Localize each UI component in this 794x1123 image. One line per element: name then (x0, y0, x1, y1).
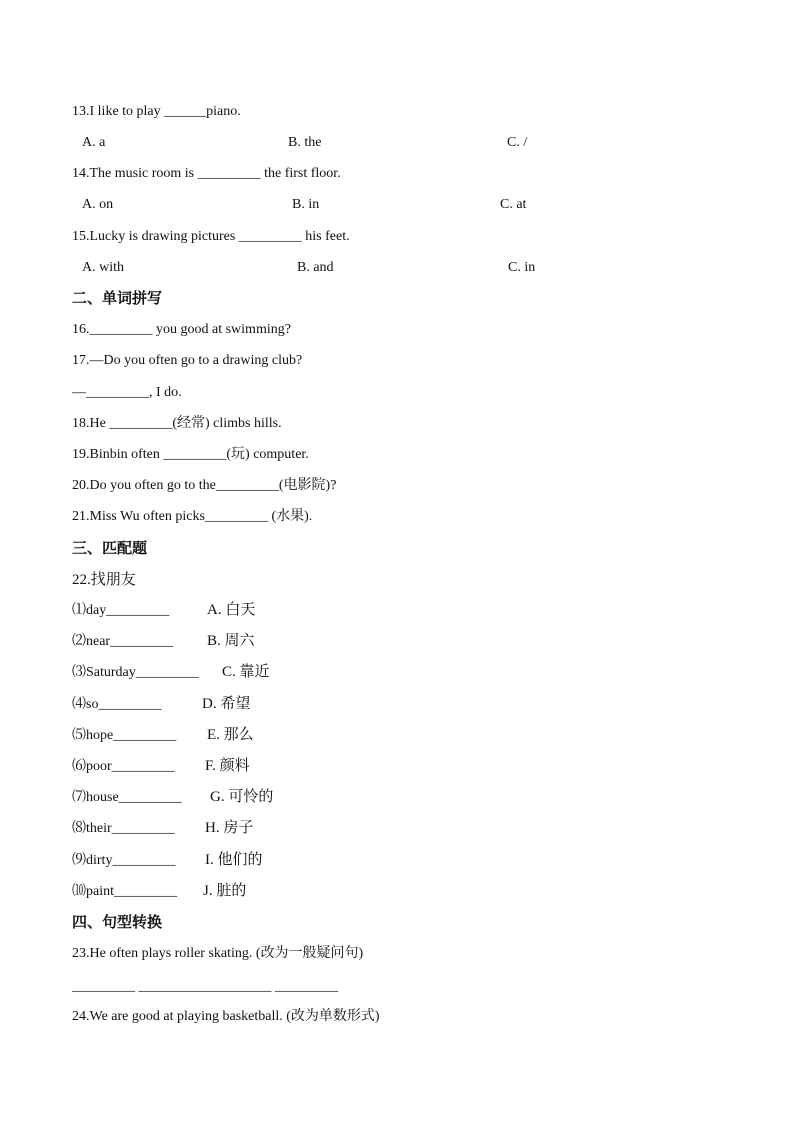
question-20: 20.Do you often go to the_________(电影院)? (72, 478, 337, 493)
section-heading-transform: 四、句型转换 (72, 913, 163, 931)
match-left-item: ⑺house_________ (72, 790, 182, 805)
match-right-item: J. 脏的 (203, 883, 247, 899)
question-15-stem: 15.Lucky is drawing pictures _________ his feet. (72, 229, 350, 244)
match-left-item: ⑴day_________ (72, 603, 170, 618)
match-left-item: ⑹poor_________ (72, 759, 175, 774)
option-14-a: A. on (82, 197, 114, 212)
match-left-item: ⑷so_________ (72, 697, 162, 712)
question-17-answer: —_________, I do. (72, 385, 182, 400)
match-left-item: ⑼dirty_________ (72, 853, 176, 868)
match-right-item: I. 他们的 (205, 852, 263, 868)
match-right-item: F. 颜料 (205, 758, 250, 774)
question-24: 24.We are good at playing basketball. (改为单数形式) (72, 1009, 380, 1024)
match-left-item: ⑵near_________ (72, 634, 174, 649)
question-18: 18.He _________(经常) climbs hills. (72, 416, 282, 431)
option-14-b: B. in (292, 197, 320, 212)
question-17: 17.—Do you often go to a drawing club? (72, 353, 303, 368)
option-13-c: C. / (507, 135, 528, 150)
match-right-item: D. 希望 (202, 696, 251, 712)
option-13-b: B. the (288, 135, 322, 150)
section-heading-spelling: 二、单词拼写 (72, 289, 163, 307)
match-right-item: C. 靠近 (222, 664, 270, 680)
question-23: 23.He often plays roller skating. (改为一般疑问句) (72, 946, 364, 961)
match-right-item: A. 白天 (207, 602, 256, 618)
section-heading-matching: 三、匹配题 (72, 539, 148, 557)
match-right-item: G. 可怜的 (210, 789, 274, 805)
option-15-b: B. and (297, 260, 334, 275)
option-15-a: A. with (82, 260, 124, 275)
question-21: 21.Miss Wu often picks_________ (水果). (72, 509, 313, 524)
match-right-item: B. 周六 (207, 633, 255, 649)
question-13-stem: 13.I like to play ______piano. (72, 104, 241, 119)
question-16: 16._________ you good at swimming? (72, 322, 291, 337)
match-left-item: ⑽paint_________ (72, 884, 177, 899)
question-22-title: 22.找朋友 (72, 572, 136, 588)
question-23-answer-blanks: _________ ___________________ _________ (72, 979, 338, 994)
question-14-stem: 14.The music room is _________ the first floor. (72, 166, 341, 181)
match-right-item: E. 那么 (207, 727, 254, 743)
match-left-item: ⑻their_________ (72, 821, 175, 836)
match-left-item: ⑶Saturday_________ (72, 665, 199, 680)
option-13-a: A. a (82, 135, 106, 150)
question-19: 19.Binbin often _________(玩) computer. (72, 447, 309, 462)
match-right-item: H. 房子 (205, 820, 254, 836)
option-15-c: C. in (508, 260, 536, 275)
match-left-item: ⑸hope_________ (72, 728, 177, 743)
option-14-c: C. at (500, 197, 527, 212)
